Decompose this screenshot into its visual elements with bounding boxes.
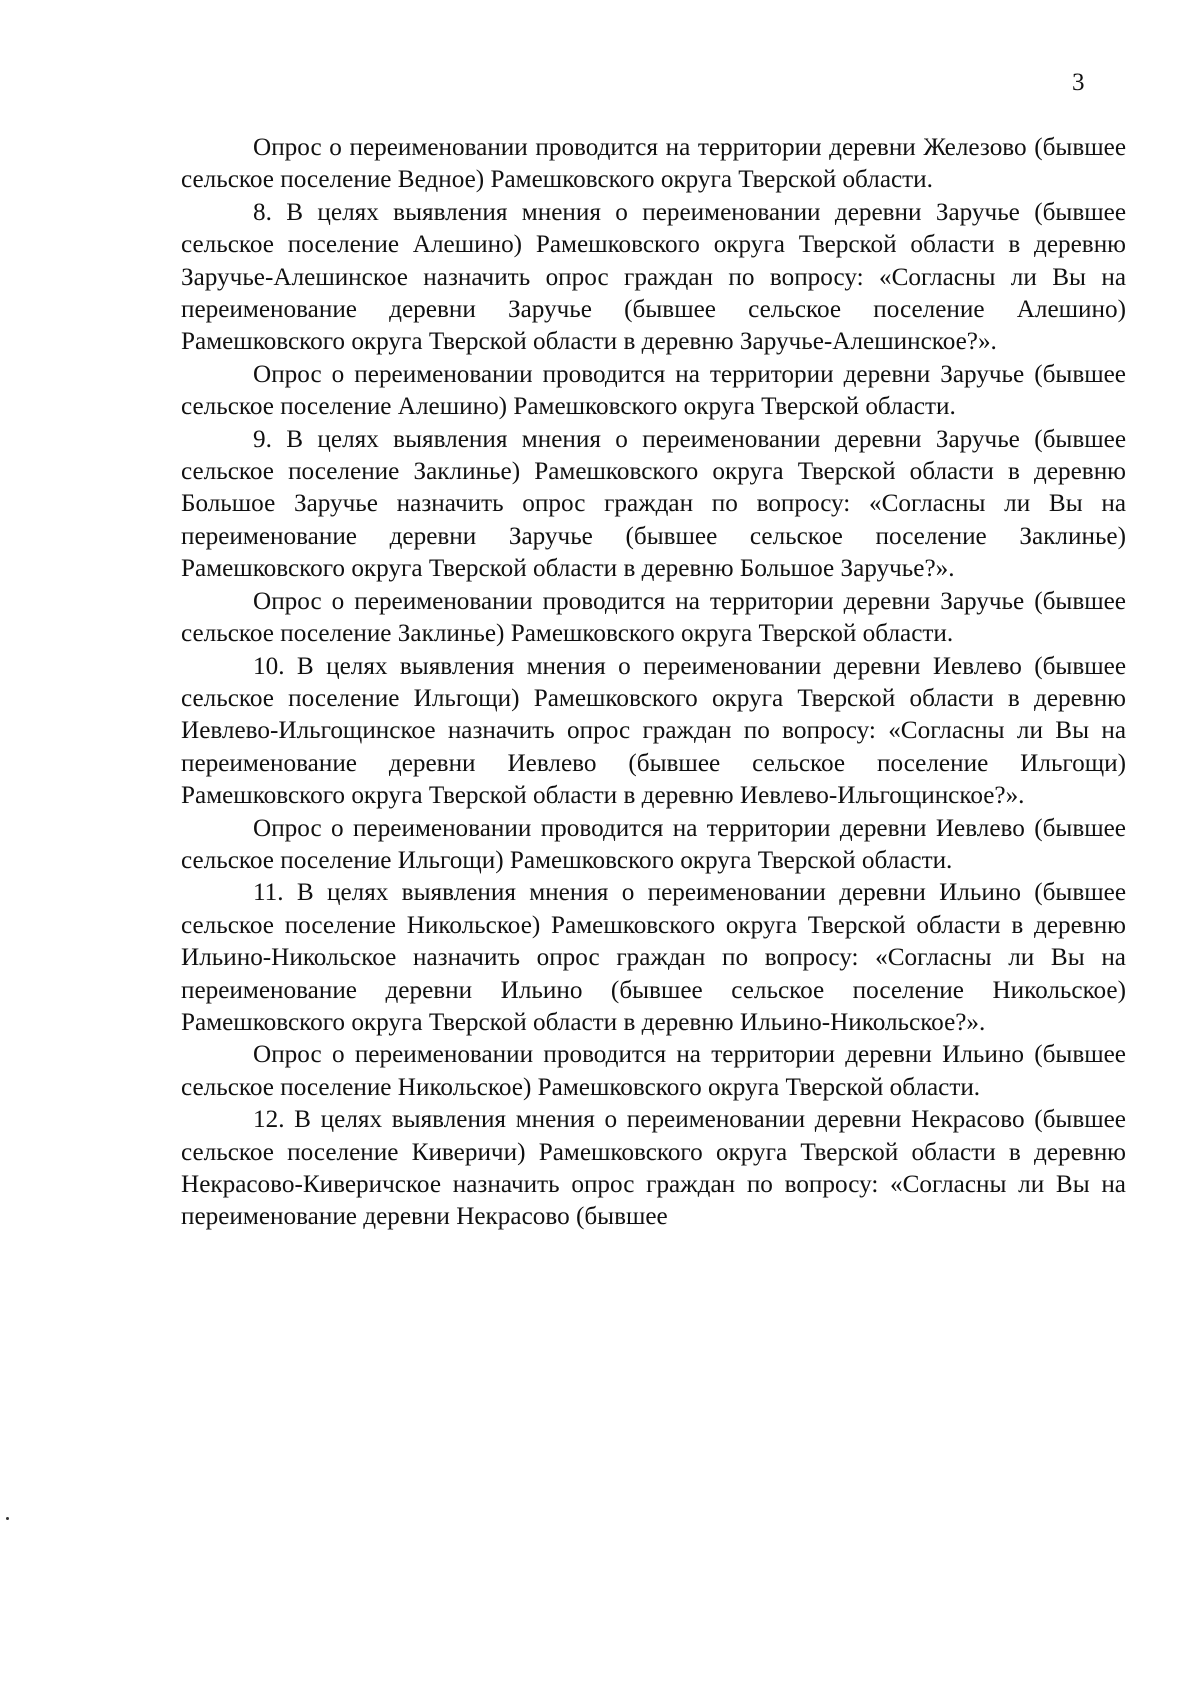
- paragraph-item-9: 9. В целях выявления мнения о переименовании деревни Заручье (бывшее сельское поселение Заклинье) Рамешковского округа Тверской области в деревню Большое Заручье назначить опрос граждан по вопросу: «Согласны ли Вы на переименование деревни Заручье (бывшее сельское поселение Заклинье) Рамешковского округа Тверской области в деревню Большое Заручье?».: [181, 425, 1126, 583]
- paragraph-item-11: 11. В целях выявления мнения о переименовании деревни Ильино (бывшее сельское поселение Никольское) Рамешковского округа Тверской области в деревню Ильино-Никольское назначить опрос граждан по вопросу: «Согласны ли Вы на переименование деревни Ильино (бывшее сельское поселение Никольское) Рамешковского округа Тверской области в деревню Ильино-Никольское?».: [181, 879, 1126, 1036]
- paragraph-survey-zaruchye-aleshino: Опрос о переименовании проводится на территории деревни Заручье (бывшее сельское поселение Алешино) Рамешковского округа Тверской области.: [181, 360, 1126, 421]
- paragraph-item-8: 8. В целях выявления мнения о переименовании деревни Заручье (бывшее сельское поселение Алешино) Рамешковского округа Тверской области в деревню Заручье-Алешинское назначить опрос граждан по вопросу: «Согласны ли Вы на переименование деревни Заручье (бывшее сельское поселение Алешино) Рамешковского округа Тверской области в деревню Заручье-Алешинское?».: [181, 198, 1126, 356]
- document-body: [181, 132, 1126, 1234]
- paragraph-item-10: 10. В целях выявления мнения о переименовании деревни Иевлево (бывшее сельское поселение Ильгощи) Рамешковского округа Тверской области в деревню Иевлево-Ильгощинское назначить опрос граждан по вопросу: «Согласны ли Вы на переименование деревни Иевлево (бывшее сельское поселение Ильгощи) Рамешковского округа Тверской области в деревню Иевлево-Ильгощинское?».: [181, 652, 1126, 810]
- paragraph-survey-zhelezovo: Опрос о переименовании проводится на территории деревни Железово (бывшее сельское поселение Ведное) Рамешковского округа Тверской области.: [181, 134, 1126, 194]
- paragraph-survey-zaruchye-zaklinye: Опрос о переименовании проводится на территории деревни Заручье (бывшее сельское поселение Заклинье) Рамешковского округа Тверской области.: [181, 587, 1126, 648]
- paragraph-survey-ilino: Опрос о переименовании проводится на территории деревни Ильино (бывшее сельское поселение Никольское) Рамешковского округа Тверской области.: [181, 1041, 1126, 1101]
- page-number: 3: [1072, 69, 1085, 96]
- paragraph-item-12: 12. В целях выявления мнения о переименовании деревни Некрасово (бывшее сельское поселение Киверичи) Рамешковского округа Тверской области в деревню Некрасово-Киверичское назначить опрос граждан по вопросу: «Согласны ли Вы на переименование деревни Некрасово (бывшее: [181, 1106, 1126, 1231]
- paragraph-survey-ievlevo: Опрос о переименовании проводится на территории деревни Иевлево (бывшее сельское поселение Ильгощи) Рамешковского округа Тверской области.: [181, 814, 1126, 874]
- scan-artifact-dot: [6, 1517, 9, 1520]
